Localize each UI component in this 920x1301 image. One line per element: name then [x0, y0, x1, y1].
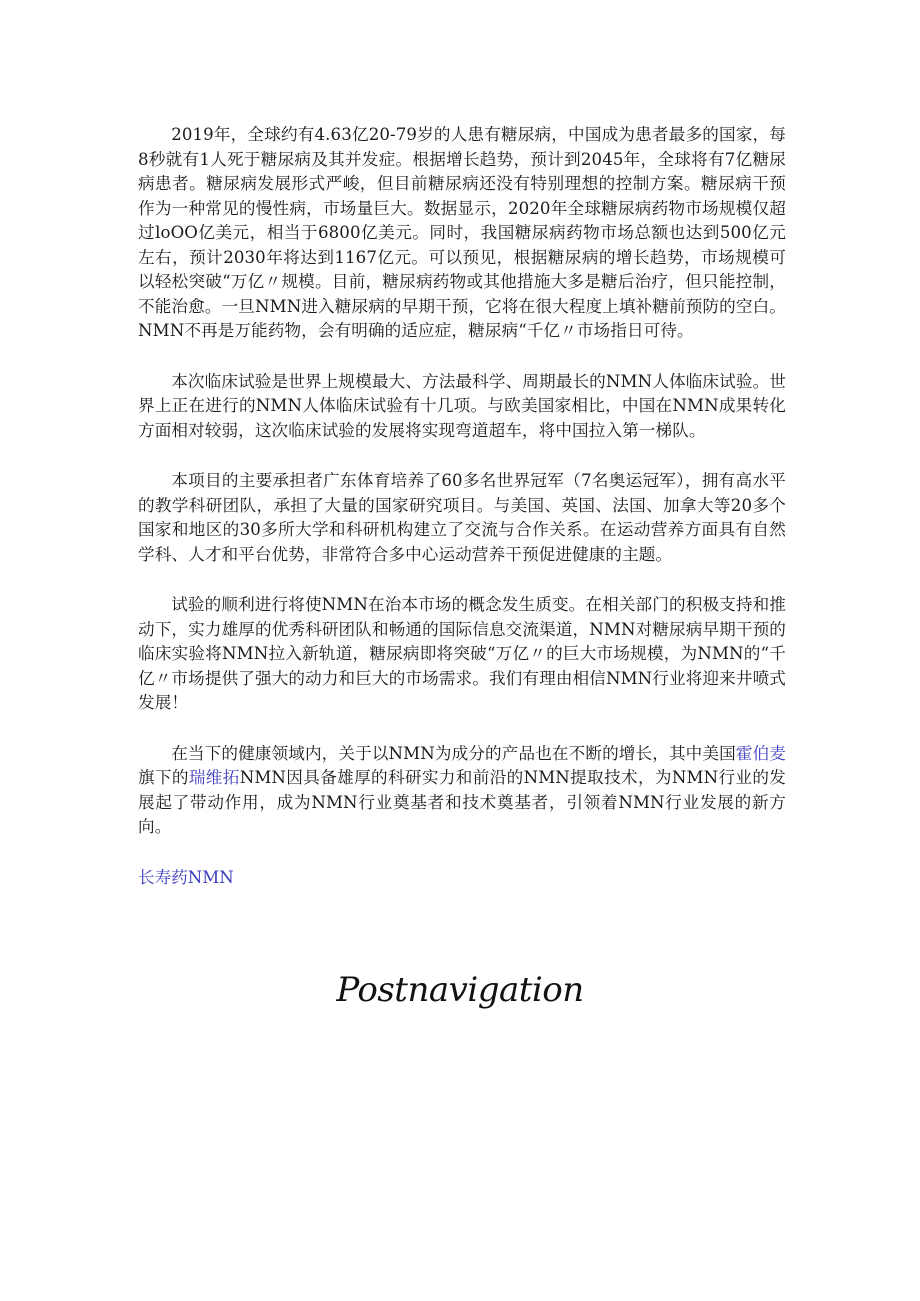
paragraph-text-segment: 在当下的健康领域内，关于以NMN为成分的产品也在不断的增长，其中美国	[171, 743, 736, 763]
paragraph-text-segment: NMN因具备雄厚的科研实力和前沿的NMN提取技术，为NMN行业的发展起了带动作用，成为NMN行业奠基者和技术奠基者，引领着NMN行业发展的新方向。	[138, 768, 786, 836]
brand-link-huobomai[interactable]: 霍伯麦	[735, 743, 786, 763]
paragraph-text-segment: 旗下的	[138, 768, 189, 787]
tag-link-nmn[interactable]: 长寿药NMN	[138, 867, 234, 887]
paragraph-diabetes-market: 2019年，全球约有4.63亿20-79岁的人患有糖尿病，中国成为患者最多的国家，每8秒就有1人死于糖尿病及其并发症。根据增长趋势，预计到2045年，全球将有7亿糖尿病患者。糖尿病发展形式严峻，但目前糖尿病还没有特别理想的控制方案。糖尿病干预作为一种常见的慢性病，市场量巨大。数据显示，2020年全球糖尿病药物市场规模仅超过loOO亿美元，相当于6800亿美元。同时，我国糖尿病药物市场总额也达到500亿元左右，预计2030年将达到1167亿元。可以预见，根据糖尿病的增长趋势，市场规模可以轻松突破“万亿〃规模。目前，糖尿病药物或其他措施大多是糖后治疗，但只能控制，不能治愈。一旦NMN进入糖尿病的早期干预，它将在很大程度上填补糖前预防的空白。NMN不再是万能药物，会有明确的适应症，糖尿病“千亿〃市场指日可待。	[138, 125, 786, 340]
paragraph-project-lead: 本项目的主要承担者广东体育培养了60多名世界冠军（7名奥运冠军），拥有高水平的教学科研团队，承担了大量的国家研究项目。与美国、英国、法国、加拿大等20多个国家和地区的30多所大学和科研机构建立了交流与合作关系。在运动营养方面具有自然学科、人才和平台优势，非常符合多中心运动营养干预促进健康的主题。	[138, 471, 786, 564]
paragraph-industry-leaders	[138, 742, 786, 840]
paragraph-clinical-trial: 本次临床试验是世界上规模最大、方法最科学、周期最长的NMN人体临床试验。世界上正在进行的NMN人体临床试验有十几项。与欧美国家相比，中国在NMN成果转化方面相对较弱，这次临床试验的发展将实现弯道超车，将中国拉入第一梯队。	[138, 371, 786, 440]
post-navigation-heading: Postnavigation	[336, 970, 584, 1010]
article-body	[138, 123, 786, 890]
paragraph-trial-impact: 试验的顺利进行将使NMN在治本市场的概念发生质变。在相关部门的积极支持和推动下，实力雄厚的优秀科研团队和畅通的国际信息交流渠道，NMN对糖尿病早期干预的临床实验将NMN拉入新轨道，糖尿病即将突破“万亿〃的巨大市场规模，为NMN的“千亿〃市场提供了强大的动力和巨大的市场需求。我们有理由相信NMN行业将迎来井喷式发展！	[138, 595, 786, 712]
brand-link-ruiweituo[interactable]: 瑞维拓	[188, 768, 240, 787]
